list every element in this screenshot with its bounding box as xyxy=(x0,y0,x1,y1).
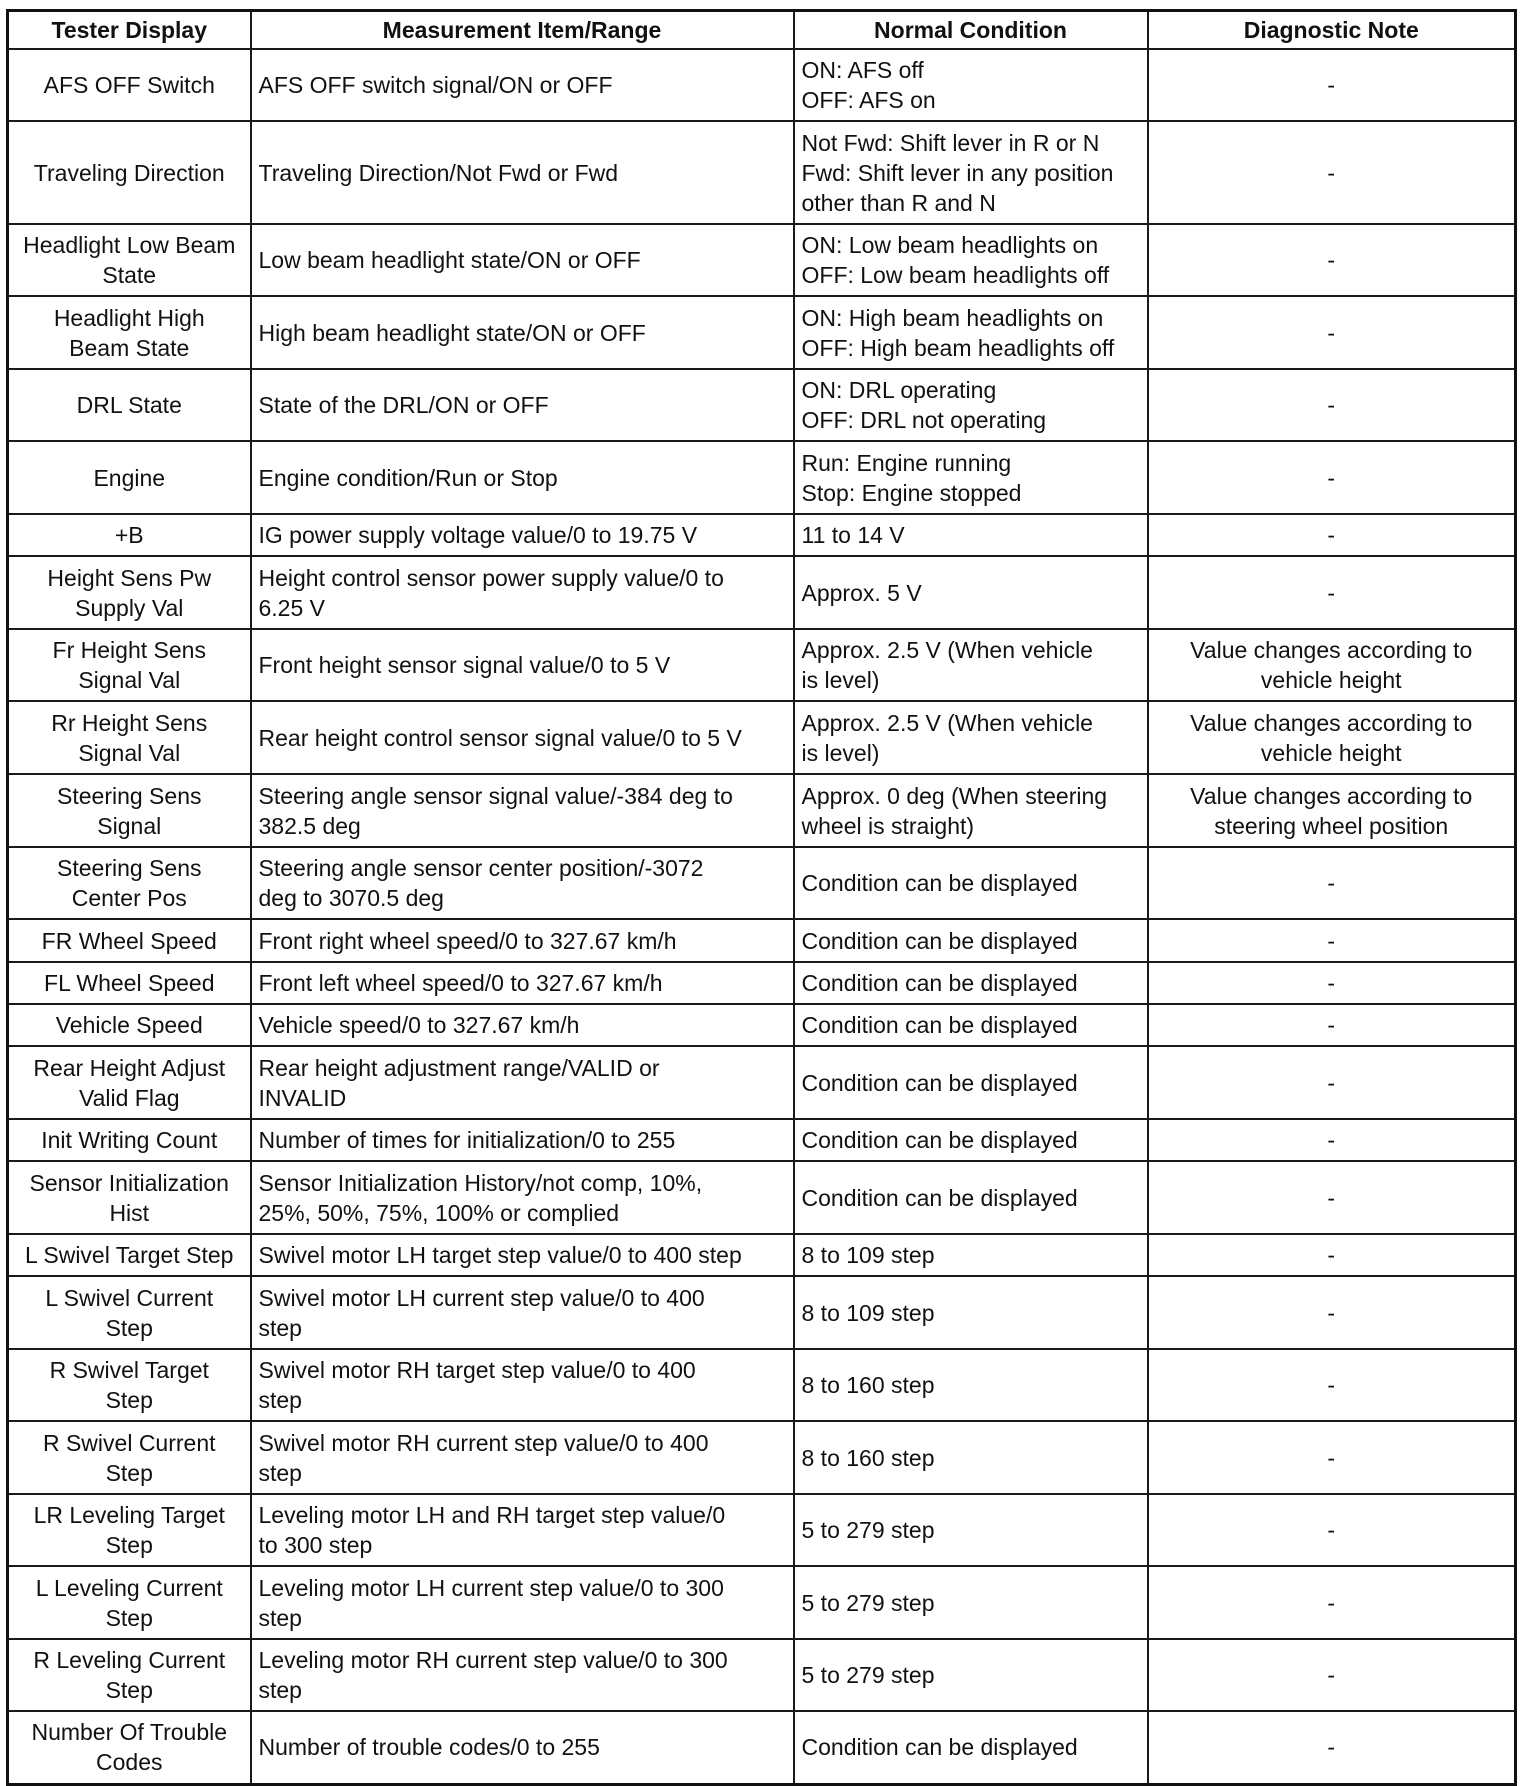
normal-condition-cell xyxy=(794,441,1148,514)
tester-display-cell-line: Step xyxy=(105,1604,153,1631)
measurement-item-cell-line: step xyxy=(258,1314,302,1341)
table-row xyxy=(8,774,1516,847)
normal-condition-cell xyxy=(794,774,1148,847)
measurement-item-cell xyxy=(251,1639,794,1711)
normal-condition-cell-line: Condition can be displayed xyxy=(801,970,1078,996)
normal-condition-cell-line: ON: Low beam headlights on xyxy=(801,232,1099,258)
tester-display-cell xyxy=(8,1494,251,1566)
diagnostic-note-cell-line: Value changes according to xyxy=(1190,709,1473,736)
diagnostic-note-cell-line: - xyxy=(1327,72,1336,98)
normal-condition-cell xyxy=(794,1119,1148,1161)
measurement-item-cell xyxy=(251,1161,794,1234)
diagnostic-note-cell xyxy=(1148,1639,1516,1711)
normal-condition-cell-line: ON: High beam headlights on xyxy=(801,304,1104,331)
diagnostic-note-cell xyxy=(1148,1711,1516,1784)
tester-display-cell xyxy=(8,224,251,296)
diagnostic-note-cell-line: - xyxy=(1327,1184,1336,1211)
measurement-item-cell-line: 6.25 V xyxy=(258,594,325,621)
tester-display-cell-line: Height Sens Pw xyxy=(47,564,212,591)
tester-display-cell xyxy=(8,1161,251,1234)
tester-display-cell xyxy=(8,1276,251,1349)
diagnostic-note-cell xyxy=(1148,1161,1516,1234)
measurement-item-cell-line: 25%, 50%, 75%, 100% or complied xyxy=(258,1199,620,1226)
diagnostic-note-cell xyxy=(1148,1046,1516,1119)
tester-display-cell xyxy=(8,1711,251,1784)
diagnostic-note-cell xyxy=(1148,1234,1516,1276)
normal-condition-cell xyxy=(794,1566,1148,1639)
normal-condition-cell-line: 8 to 109 step xyxy=(801,1299,935,1326)
normal-condition-cell-line: ON: AFS off xyxy=(801,57,924,83)
measurement-item-cell xyxy=(251,1119,794,1161)
tester-display-cell-line: L Leveling Current xyxy=(35,1574,223,1601)
measurement-item-cell-line: IG power supply voltage value/0 to 19.75 V xyxy=(258,522,698,548)
table-row xyxy=(8,1234,1516,1276)
diagnostic-note-cell-line: - xyxy=(1327,970,1336,996)
header-row xyxy=(8,11,1516,50)
tester-display-cell xyxy=(8,919,251,962)
diagnostic-note-cell-line: vehicle height xyxy=(1260,739,1402,766)
tester-display-cell-line: L Swivel Target Step xyxy=(25,1242,234,1268)
normal-condition-cell xyxy=(794,919,1148,962)
measurement-item-cell-line: Engine condition/Run or Stop xyxy=(258,464,558,491)
measurement-item-cell xyxy=(251,296,794,369)
tester-display-cell-line: Codes xyxy=(96,1749,163,1776)
tester-display-cell-line: Step xyxy=(105,1677,153,1703)
tester-display-cell xyxy=(8,1349,251,1421)
table-row xyxy=(8,1421,1516,1494)
diagnostic-note-cell-line: - xyxy=(1327,319,1336,346)
normal-condition-cell-line: Condition can be displayed xyxy=(801,1069,1078,1096)
normal-condition-cell-line: Approx. 2.5 V (When vehicle xyxy=(801,709,1093,736)
tester-display-cell-line: Headlight Low Beam xyxy=(23,232,236,258)
diagnostic-note-cell-line: - xyxy=(1327,159,1336,186)
diagnostic-note-cell xyxy=(1148,49,1516,121)
measurement-item-cell-line: to 300 step xyxy=(258,1532,373,1558)
measurement-item-cell-line: Sensor Initialization History/not comp, 10%, xyxy=(258,1169,703,1196)
tester-display-cell-line: Signal Val xyxy=(78,667,181,693)
normal-condition-cell-line: ON: DRL operating xyxy=(801,377,997,403)
normal-condition-cell xyxy=(794,296,1148,369)
tester-display-cell xyxy=(8,514,251,556)
measurement-item-cell-line: Front right wheel speed/0 to 327.67 km/h xyxy=(258,927,677,954)
table-row xyxy=(8,49,1516,121)
diagnostic-note-cell xyxy=(1148,369,1516,441)
tester-display-cell xyxy=(8,1421,251,1494)
table-row xyxy=(8,369,1516,441)
normal-condition-cell xyxy=(794,1234,1148,1276)
tester-display-cell xyxy=(8,629,251,701)
table-row xyxy=(8,1161,1516,1234)
measurement-item-cell xyxy=(251,1711,794,1784)
normal-condition-cell-line: Condition can be displayed xyxy=(801,870,1078,896)
tester-display-cell-line: +B xyxy=(114,522,144,548)
normal-condition-cell-line: Approx. 0 deg (When steering xyxy=(801,782,1108,809)
normal-condition-cell-line: Stop: Engine stopped xyxy=(801,479,1022,506)
normal-condition-cell-line: OFF: Low beam headlights off xyxy=(801,262,1110,288)
table-header xyxy=(8,11,1516,50)
header-measurement-item: Measurement Item/Range xyxy=(251,11,794,50)
diagnostic-note-cell-line: - xyxy=(1327,1299,1336,1326)
table-row xyxy=(8,1119,1516,1161)
normal-condition-cell-line: Not Fwd: Shift lever in R or N xyxy=(801,129,1100,156)
normal-condition-cell xyxy=(794,224,1148,296)
header-normal-condition: Normal Condition xyxy=(794,11,1148,50)
tester-display-cell xyxy=(8,369,251,441)
tester-display-cell-line: AFS OFF Switch xyxy=(43,72,215,98)
normal-condition-cell xyxy=(794,1004,1148,1046)
measurement-item-cell-line: High beam headlight state/ON or OFF xyxy=(258,319,646,346)
measurement-item-cell-line: Swivel motor LH current step value/0 to 400 xyxy=(258,1284,705,1311)
measurement-item-cell xyxy=(251,1349,794,1421)
normal-condition-cell-line: other than R and N xyxy=(801,189,996,216)
table-row xyxy=(8,296,1516,369)
tester-display-cell xyxy=(8,1234,251,1276)
measurement-item-cell xyxy=(251,49,794,121)
tester-display-cell-line: Number Of Trouble xyxy=(31,1719,228,1746)
tester-display-cell-line: Signal Val xyxy=(78,739,181,766)
normal-condition-cell xyxy=(794,962,1148,1004)
measurement-item-cell-line: Swivel motor RH target step value/0 to 400 xyxy=(258,1357,696,1383)
tester-display-cell xyxy=(8,121,251,224)
measurement-item-cell-line: Vehicle speed/0 to 327.67 km/h xyxy=(258,1012,580,1038)
measurement-item-cell xyxy=(251,629,794,701)
tester-display-cell xyxy=(8,441,251,514)
data-list-table-container xyxy=(6,9,1514,1786)
measurement-item-cell-line: step xyxy=(258,1387,302,1413)
tester-display-cell-line: Step xyxy=(105,1532,153,1558)
normal-condition-cell-line: Condition can be displayed xyxy=(801,1184,1078,1211)
normal-condition-cell-line: Run: Engine running xyxy=(801,449,1012,476)
diagnostic-note-cell xyxy=(1148,1276,1516,1349)
tester-display-cell-line: Beam State xyxy=(69,334,190,361)
tester-display-cell-line: Signal xyxy=(97,812,162,839)
tester-display-cell-line: Center Pos xyxy=(71,885,187,911)
measurement-item-cell xyxy=(251,121,794,224)
diagnostic-note-cell xyxy=(1148,774,1516,847)
table-row xyxy=(8,1711,1516,1784)
diagnostic-note-cell xyxy=(1148,847,1516,919)
measurement-item-cell-line: Rear height control sensor signal value/0 to 5 V xyxy=(258,724,742,751)
tester-display-cell xyxy=(8,1046,251,1119)
diagnostic-note-cell-line: - xyxy=(1327,1589,1336,1616)
measurement-item-cell-line: Front left wheel speed/0 to 327.67 km/h xyxy=(258,970,663,996)
tester-display-cell xyxy=(8,774,251,847)
measurement-item-cell-line: deg to 3070.5 deg xyxy=(258,885,444,911)
normal-condition-cell-line: wheel is straight) xyxy=(801,812,975,839)
normal-condition-cell xyxy=(794,1711,1148,1784)
measurement-item-cell-line: State of the DRL/ON or OFF xyxy=(258,392,549,418)
table-row xyxy=(8,1494,1516,1566)
measurement-item-cell-line: Swivel motor RH current step value/0 to 400 xyxy=(258,1429,709,1456)
diagnostic-note-cell-line: - xyxy=(1327,1734,1336,1761)
normal-condition-cell-line: 11 to 14 V xyxy=(801,522,905,548)
diagnostic-note-cell xyxy=(1148,441,1516,514)
diagnostic-note-cell xyxy=(1148,701,1516,774)
measurement-item-cell-line: Rear height adjustment range/VALID or xyxy=(258,1054,660,1081)
tester-display-cell xyxy=(8,962,251,1004)
normal-condition-cell-line: Condition can be displayed xyxy=(801,1127,1078,1153)
measurement-item-cell xyxy=(251,1004,794,1046)
measurement-item-cell xyxy=(251,514,794,556)
normal-condition-cell-line: 5 to 279 step xyxy=(801,1589,935,1616)
measurement-item-cell xyxy=(251,774,794,847)
tester-display-cell-line: Init Writing Count xyxy=(41,1127,218,1153)
measurement-item-cell xyxy=(251,1046,794,1119)
measurement-item-cell-line: Number of times for initialization/0 to 255 xyxy=(258,1127,676,1153)
normal-condition-cell xyxy=(794,556,1148,629)
tester-display-cell xyxy=(8,556,251,629)
tester-display-cell-line: Headlight High xyxy=(53,304,205,331)
tester-display-cell-line: Vehicle Speed xyxy=(55,1012,203,1038)
measurement-item-cell xyxy=(251,556,794,629)
table-row xyxy=(8,847,1516,919)
tester-display-cell xyxy=(8,1639,251,1711)
measurement-item-cell-line: step xyxy=(258,1604,302,1631)
diagnostic-note-cell-line: Value changes according to xyxy=(1190,782,1473,809)
normal-condition-cell-line: Approx. 5 V xyxy=(801,579,922,606)
normal-condition-cell-line: 8 to 160 step xyxy=(801,1444,935,1471)
measurement-item-cell-line: AFS OFF switch signal/ON or OFF xyxy=(258,72,613,98)
measurement-item-cell-line: Leveling motor RH current step value/0 to 300 xyxy=(258,1647,728,1673)
measurement-item-cell-line: Traveling Direction/Not Fwd or Fwd xyxy=(258,159,619,186)
diagnostic-note-cell-line: - xyxy=(1327,579,1336,606)
tester-display-cell-line: State xyxy=(102,262,157,288)
diagnostic-note-cell xyxy=(1148,296,1516,369)
table-row xyxy=(8,919,1516,962)
table-row xyxy=(8,1639,1516,1711)
tester-display-cell-line: Step xyxy=(105,1314,153,1341)
tester-display-cell-line: Rr Height Sens xyxy=(51,709,208,736)
tester-display-cell xyxy=(8,1004,251,1046)
measurement-item-cell xyxy=(251,1421,794,1494)
tester-display-cell-line: Hist xyxy=(109,1199,150,1226)
measurement-item-cell-line: Front height sensor signal value/0 to 5 V xyxy=(258,652,671,678)
diagnostic-note-cell xyxy=(1148,556,1516,629)
tester-display-cell-line: Valid Flag xyxy=(78,1084,180,1111)
measurement-item-cell xyxy=(251,369,794,441)
table-body xyxy=(8,49,1516,1784)
diagnostic-note-cell xyxy=(1148,1566,1516,1639)
normal-condition-cell-line: Condition can be displayed xyxy=(801,1734,1078,1761)
diagnostic-note-cell xyxy=(1148,514,1516,556)
normal-condition-cell xyxy=(794,1421,1148,1494)
normal-condition-cell xyxy=(794,1494,1148,1566)
tester-display-cell-line: FL Wheel Speed xyxy=(44,970,215,996)
normal-condition-cell-line: OFF: High beam headlights off xyxy=(801,334,1115,361)
diagnostic-note-cell-line: - xyxy=(1327,1444,1336,1471)
table-row xyxy=(8,1276,1516,1349)
tester-display-cell xyxy=(8,847,251,919)
diagnostic-note-cell xyxy=(1148,224,1516,296)
tester-display-cell-line: Steering Sens xyxy=(57,782,202,809)
diagnostic-note-cell xyxy=(1148,1119,1516,1161)
tester-display-cell xyxy=(8,49,251,121)
table-row xyxy=(8,962,1516,1004)
data-list-table xyxy=(6,9,1517,1786)
tester-display-cell-line: Fr Height Sens xyxy=(52,637,206,663)
tester-display-cell-line: Sensor Initialization xyxy=(29,1169,229,1196)
measurement-item-cell xyxy=(251,1494,794,1566)
normal-condition-cell xyxy=(794,121,1148,224)
normal-condition-cell xyxy=(794,1161,1148,1234)
tester-display-cell-line: R Swivel Current xyxy=(42,1429,216,1456)
normal-condition-cell-line: 8 to 160 step xyxy=(801,1372,935,1398)
diagnostic-note-cell-line: - xyxy=(1327,247,1336,273)
measurement-item-cell-line: Swivel motor LH target step value/0 to 400 step xyxy=(258,1242,742,1268)
diagnostic-note-cell-line: - xyxy=(1327,1127,1336,1153)
measurement-item-cell-line: Steering angle sensor signal value/-384 deg to xyxy=(258,782,733,809)
table-row xyxy=(8,1004,1516,1046)
table-row xyxy=(8,121,1516,224)
tester-display-cell-line: L Swivel Current xyxy=(45,1284,214,1311)
table-row xyxy=(8,514,1516,556)
measurement-item-cell-line: Leveling motor LH current step value/0 to 300 xyxy=(258,1574,724,1601)
diagnostic-note-cell xyxy=(1148,1004,1516,1046)
measurement-item-cell xyxy=(251,1276,794,1349)
measurement-item-cell xyxy=(251,224,794,296)
table-row xyxy=(8,629,1516,701)
diagnostic-note-cell xyxy=(1148,1349,1516,1421)
normal-condition-cell xyxy=(794,847,1148,919)
tester-display-cell-line: LR Leveling Target xyxy=(33,1502,225,1528)
table-row xyxy=(8,556,1516,629)
diagnostic-note-cell-line: - xyxy=(1327,392,1336,418)
table-row xyxy=(8,1566,1516,1639)
diagnostic-note-cell-line: Value changes according to xyxy=(1190,637,1473,663)
measurement-item-cell-line: Leveling motor LH and RH target step value/0 xyxy=(258,1502,726,1528)
diagnostic-note-cell-line: steering wheel position xyxy=(1214,812,1449,839)
measurement-item-cell-line: Number of trouble codes/0 to 255 xyxy=(258,1734,600,1761)
diagnostic-note-cell xyxy=(1148,919,1516,962)
diagnostic-note-cell-line: vehicle height xyxy=(1260,667,1402,693)
normal-condition-cell xyxy=(794,1639,1148,1711)
tester-display-cell-line: Engine xyxy=(93,464,166,491)
table-row xyxy=(8,1349,1516,1421)
header-diagnostic-note: Diagnostic Note xyxy=(1148,11,1516,50)
diagnostic-note-cell-line: - xyxy=(1327,1069,1336,1096)
measurement-item-cell xyxy=(251,847,794,919)
diagnostic-note-cell xyxy=(1148,962,1516,1004)
normal-condition-cell xyxy=(794,701,1148,774)
normal-condition-cell-line: 5 to 279 step xyxy=(801,1662,935,1688)
measurement-item-cell xyxy=(251,1566,794,1639)
measurement-item-cell xyxy=(251,919,794,962)
normal-condition-cell-line: OFF: DRL not operating xyxy=(801,407,1047,433)
measurement-item-cell-line: Steering angle sensor center position/-3072 xyxy=(258,855,704,881)
diagnostic-note-cell-line: - xyxy=(1327,464,1336,491)
table-row xyxy=(8,441,1516,514)
diagnostic-note-cell-line: - xyxy=(1327,870,1336,896)
table-row xyxy=(8,1046,1516,1119)
normal-condition-cell xyxy=(794,514,1148,556)
measurement-item-cell-line: INVALID xyxy=(258,1084,347,1111)
tester-display-cell-line: Traveling Direction xyxy=(33,159,225,186)
normal-condition-cell-line: is level) xyxy=(801,667,880,693)
normal-condition-cell xyxy=(794,49,1148,121)
tester-display-cell-line: Rear Height Adjust xyxy=(33,1054,226,1081)
normal-condition-cell xyxy=(794,1046,1148,1119)
normal-condition-cell xyxy=(794,629,1148,701)
tester-display-cell xyxy=(8,701,251,774)
diagnostic-note-cell xyxy=(1148,629,1516,701)
normal-condition-cell-line: Condition can be displayed xyxy=(801,927,1078,954)
measurement-item-cell xyxy=(251,701,794,774)
table-row xyxy=(8,224,1516,296)
diagnostic-note-cell-line: - xyxy=(1327,1242,1336,1268)
measurement-item-cell xyxy=(251,441,794,514)
tester-display-cell-line: DRL State xyxy=(76,392,182,418)
normal-condition-cell-line: 5 to 279 step xyxy=(801,1517,935,1543)
tester-display-cell-line: Steering Sens xyxy=(57,855,202,881)
tester-display-cell-line: R Leveling Current xyxy=(33,1647,226,1673)
measurement-item-cell xyxy=(251,962,794,1004)
normal-condition-cell xyxy=(794,1349,1148,1421)
tester-display-cell xyxy=(8,296,251,369)
normal-condition-cell-line: Fwd: Shift lever in any position xyxy=(801,159,1114,186)
tester-display-cell-line: Supply Val xyxy=(75,594,184,621)
measurement-item-cell-line: Low beam headlight state/ON or OFF xyxy=(258,247,641,273)
measurement-item-cell xyxy=(251,1234,794,1276)
normal-condition-cell-line: OFF: AFS on xyxy=(801,87,936,113)
diagnostic-note-cell-line: - xyxy=(1327,1012,1336,1038)
measurement-item-cell-line: Height control sensor power supply value/0 to xyxy=(258,564,724,591)
header-tester-display: Tester Display xyxy=(8,11,251,50)
diagnostic-note-cell xyxy=(1148,121,1516,224)
normal-condition-cell-line: Approx. 2.5 V (When vehicle xyxy=(801,637,1093,663)
tester-display-cell-line: Step xyxy=(105,1387,153,1413)
measurement-item-cell-line: step xyxy=(258,1677,302,1703)
diagnostic-note-cell-line: - xyxy=(1327,1372,1336,1398)
measurement-item-cell-line: step xyxy=(258,1459,302,1486)
diagnostic-note-cell-line: - xyxy=(1327,1662,1336,1688)
normal-condition-cell-line: is level) xyxy=(801,739,880,766)
tester-display-cell-line: Step xyxy=(105,1459,153,1486)
diagnostic-note-cell-line: - xyxy=(1327,1517,1336,1543)
normal-condition-cell xyxy=(794,1276,1148,1349)
diagnostic-note-cell-line: - xyxy=(1327,927,1336,954)
tester-display-cell xyxy=(8,1566,251,1639)
tester-display-cell-line: R Swivel Target xyxy=(49,1357,209,1383)
tester-display-cell-line: FR Wheel Speed xyxy=(41,927,217,954)
diagnostic-note-cell xyxy=(1148,1494,1516,1566)
normal-condition-cell-line: Condition can be displayed xyxy=(801,1012,1078,1038)
tester-display-cell xyxy=(8,1119,251,1161)
diagnostic-note-cell-line: - xyxy=(1327,522,1336,548)
measurement-item-cell-line: 382.5 deg xyxy=(258,812,361,839)
normal-condition-cell xyxy=(794,369,1148,441)
normal-condition-cell-line: 8 to 109 step xyxy=(801,1242,935,1268)
table-row xyxy=(8,701,1516,774)
diagnostic-note-cell xyxy=(1148,1421,1516,1494)
